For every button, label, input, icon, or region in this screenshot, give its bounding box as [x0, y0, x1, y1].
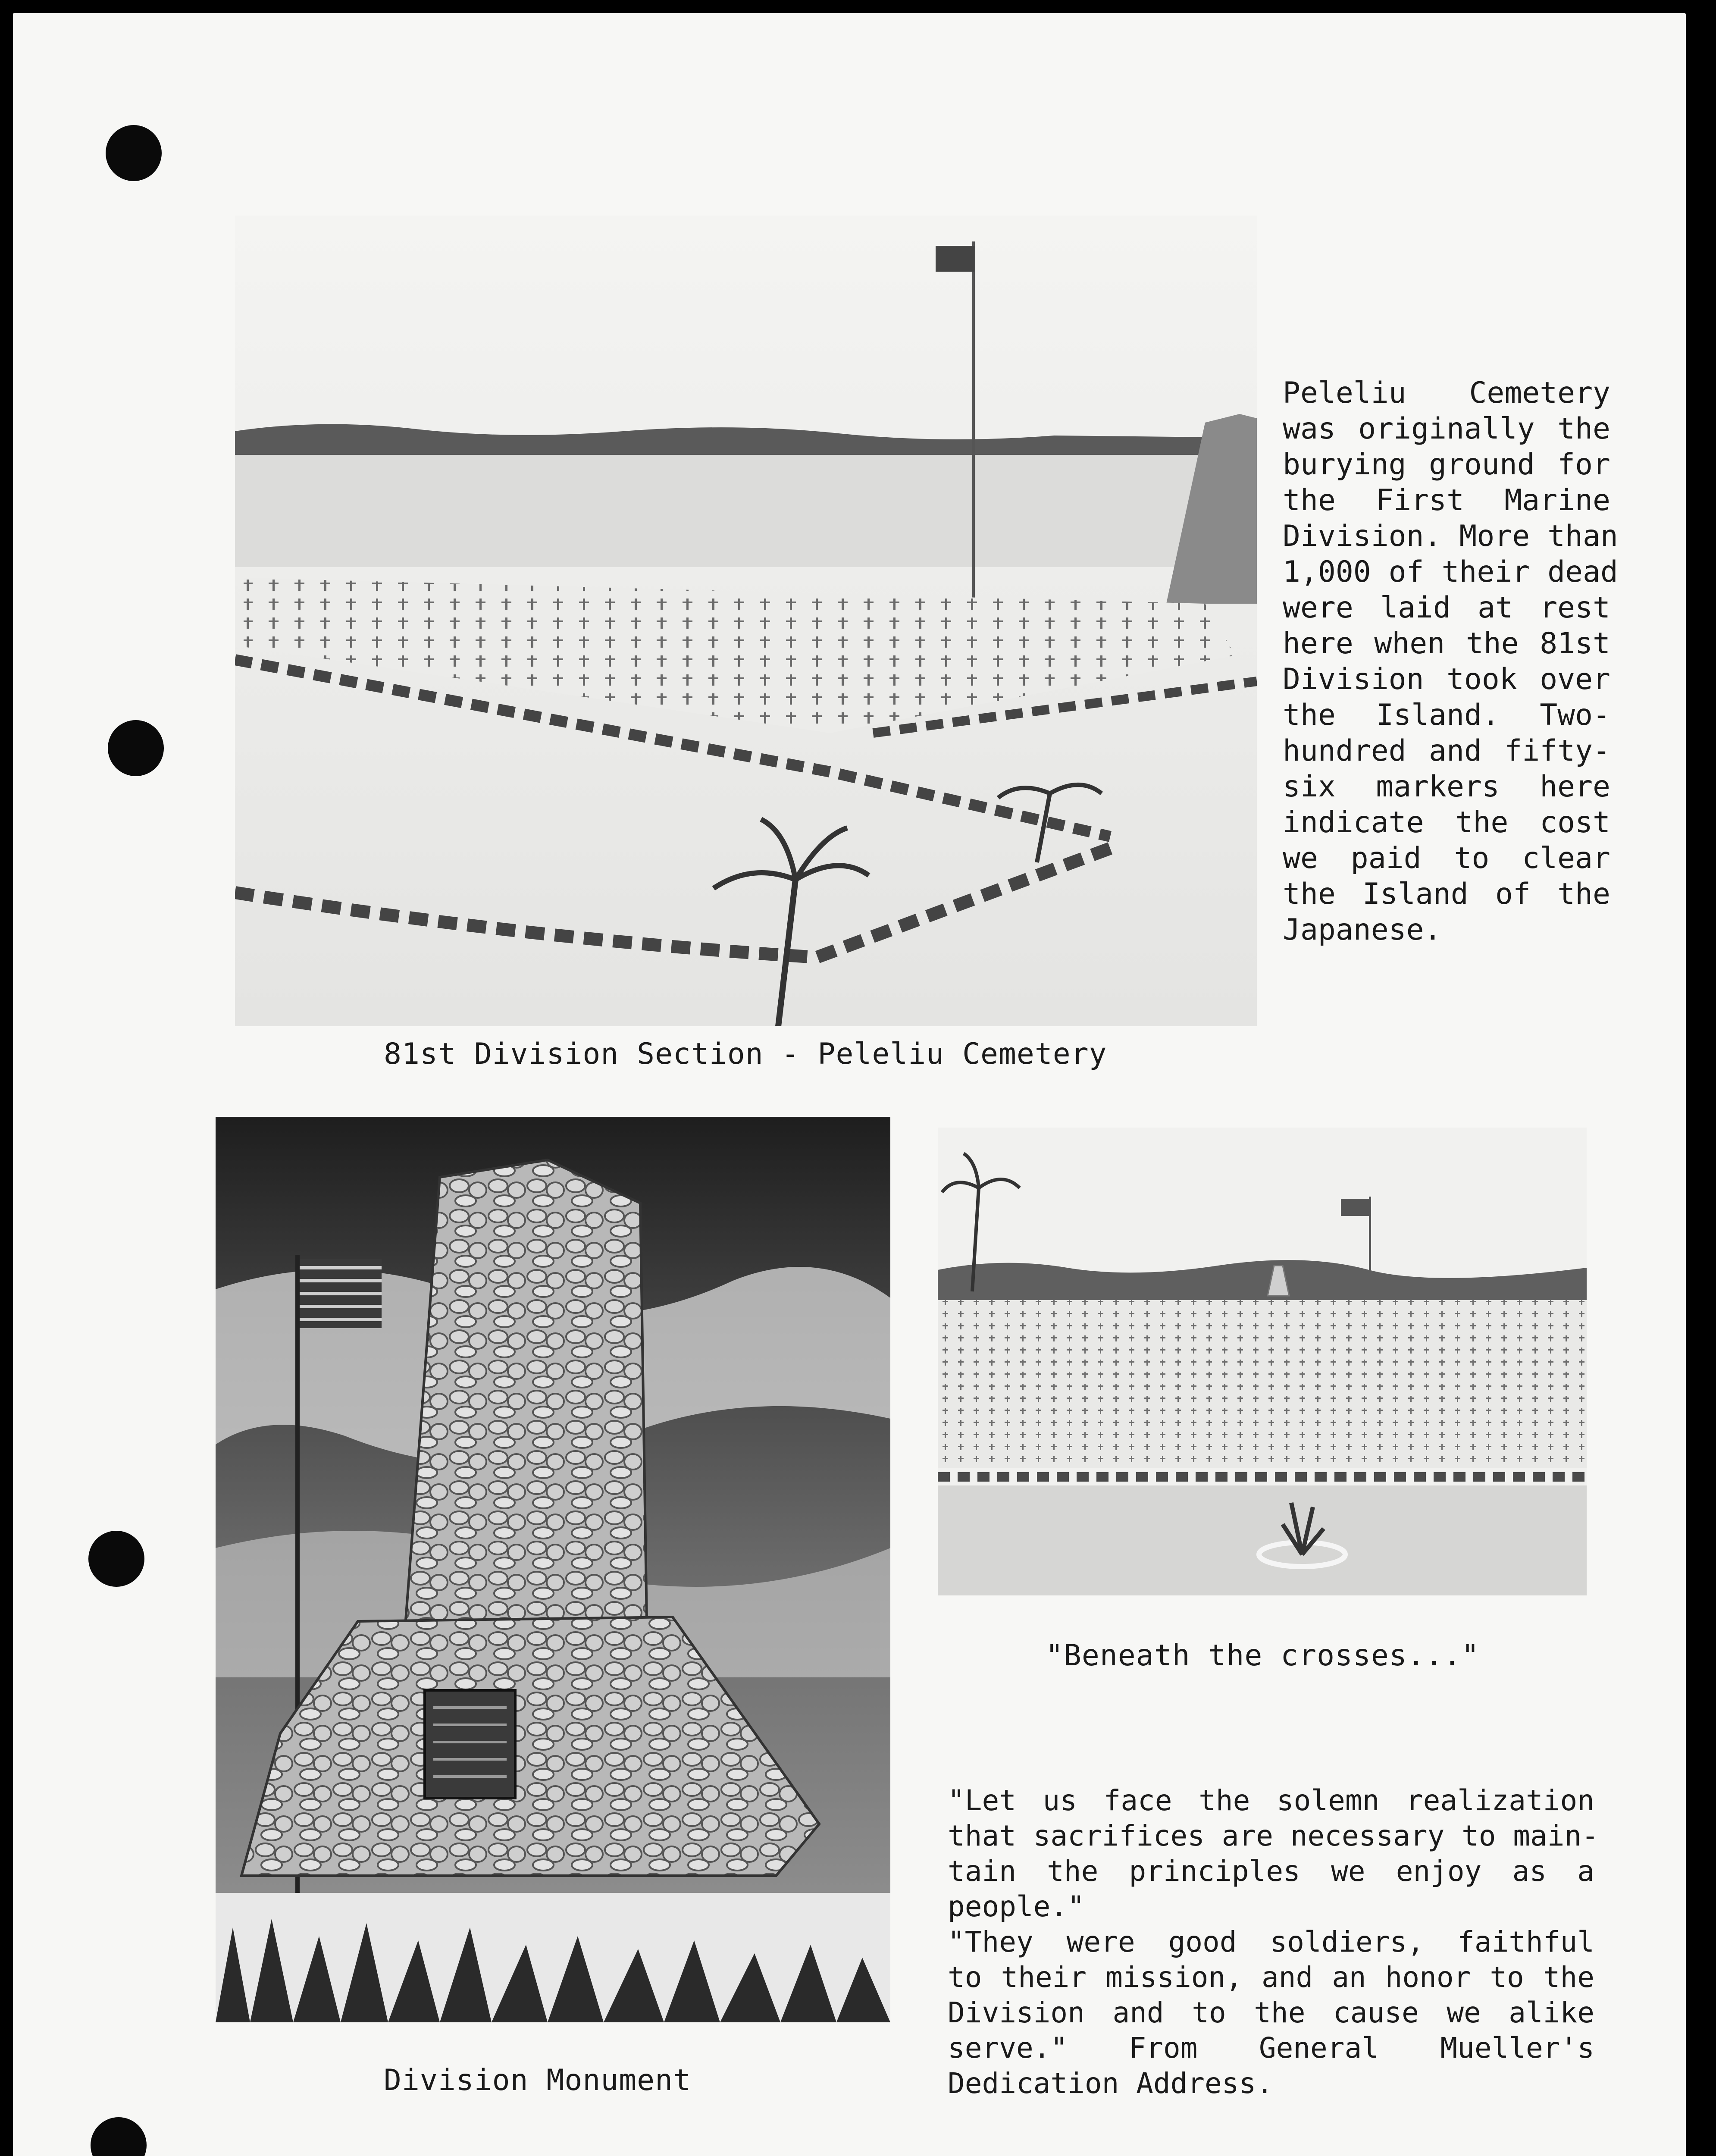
crosses-caption: "Beneath the crosses..." — [1046, 1639, 1480, 1673]
text-line: we paid to clear — [1283, 841, 1610, 875]
text-line: people." — [948, 1890, 1085, 1923]
monument-photo — [216, 1117, 890, 2022]
dedication-quote — [948, 1783, 1599, 2101]
text-line: the First Marine — [1283, 483, 1610, 517]
text-line: 1,000 of their dead — [1283, 555, 1618, 589]
cemetery-caption: 81st Division Section - Peleliu Cemetery — [384, 1037, 1107, 1071]
text-line: Division and to the cause we alike — [948, 1996, 1594, 2029]
text-line: hundred and fifty- — [1283, 734, 1610, 768]
text-line: Dedication Address. — [948, 2067, 1273, 2100]
binder-hole-3 — [88, 1531, 144, 1587]
binder-hole-1 — [106, 125, 162, 181]
text-line: six markers here — [1283, 770, 1610, 804]
text-line: the Island. Two- — [1283, 698, 1610, 732]
text-line: "Let us face the solemn realization — [948, 1784, 1594, 1817]
text-line: indicate the cost — [1283, 805, 1610, 840]
text-line: the Island of the — [1283, 877, 1610, 911]
text-line: that sacrifices are necessary to main- — [948, 1819, 1599, 1852]
document-page — [13, 13, 1686, 2156]
binder-hole-2 — [108, 720, 164, 776]
text-line: was originally the — [1283, 412, 1610, 446]
text-line: Japanese. — [1283, 913, 1442, 947]
text-line: here when the 81st — [1283, 627, 1610, 661]
monument-caption: Division Monument — [384, 2063, 691, 2097]
text-line: "They were good soldiers, faithful — [948, 1925, 1594, 1959]
cemetery-description — [1283, 375, 1618, 948]
text-line: Division. More than — [1283, 519, 1618, 553]
text-line: were laid at rest — [1283, 591, 1610, 625]
text-line: Division took over — [1283, 662, 1610, 696]
text-line: serve." From General Mueller's — [948, 2031, 1594, 2065]
text-line: Peleliu Cemetery — [1283, 376, 1610, 410]
text-line: burying ground for — [1283, 448, 1610, 482]
cemetery-photo — [235, 216, 1257, 1026]
crosses-photo — [938, 1128, 1587, 1595]
text-line: to their mission, and an honor to the — [948, 1961, 1594, 1994]
text-line: tain the principles we enjoy as a — [948, 1855, 1594, 1888]
binder-hole-4 — [91, 2117, 147, 2156]
